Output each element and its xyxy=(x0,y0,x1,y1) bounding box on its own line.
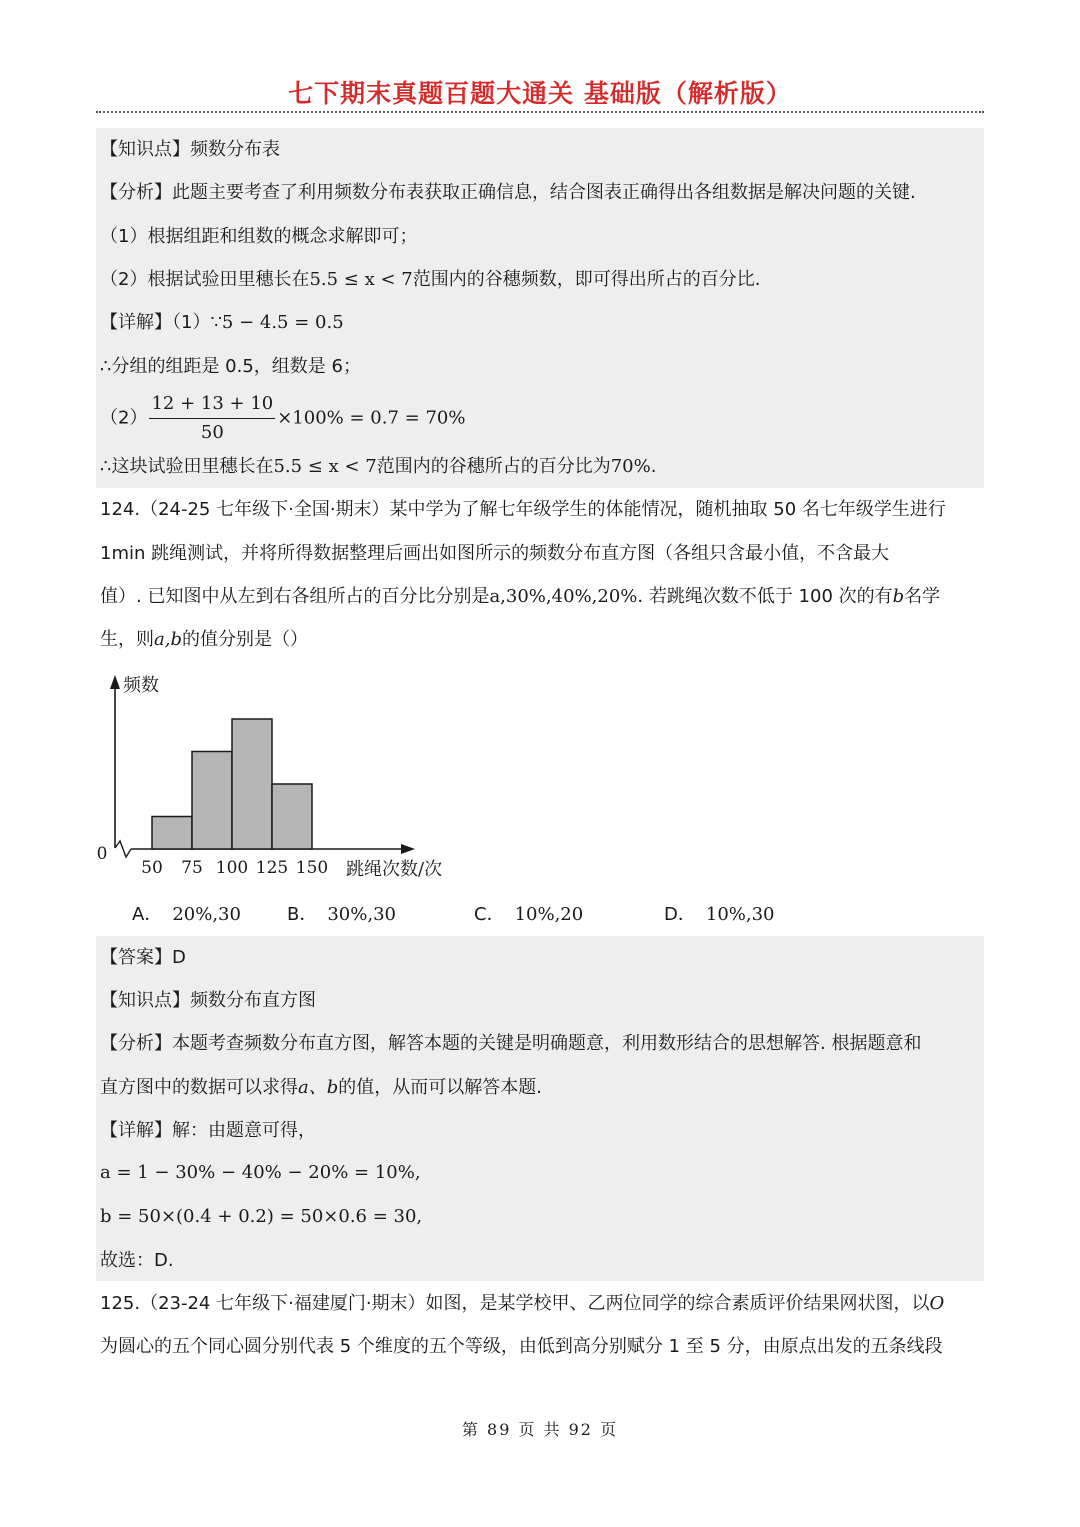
sol123-fraction-line: （2） $\frac{12 + 13 + 10}{50}$ ×100% = 0.7 = 70% xyxy=(100,393,466,443)
histogram-chart xyxy=(90,665,480,890)
sol124-analysis1: 【分析】本题考查频数分布直方图，解答本题的关键是明确题意，利用数形结合的思想解答. 根据题意和 xyxy=(100,1033,922,1054)
sol123-step2: （2）根据试验田里穗长在5.5 ≤ x < 7范围内的谷穗频数，即可得出所占的百分比. xyxy=(100,269,761,290)
sol124-eq2: b = 50×(0.4 + 0.2) = 50×0.6 = 30, xyxy=(100,1206,423,1227)
sol123-final: ∴这块试验田里穗长在5.5 ≤ x < 7范围内的谷穗所占的百分比为70%. xyxy=(100,456,657,477)
y-axis-label: 频数 xyxy=(123,675,159,696)
y-axis-arrow xyxy=(110,675,120,689)
q124-line1: 124.（24-25 七年级下·全国·期末）某中学为了解七年级学生的体能情况，随机抽取 50 名七年级学生进行 xyxy=(100,499,946,520)
header-divider xyxy=(96,111,984,113)
solution-124-box xyxy=(96,936,984,1281)
sol123-detail: 【详解】（1）∵5 − 4.5 = 0.5 xyxy=(100,312,344,333)
origin-label: 0 xyxy=(96,844,108,864)
sol123-step1: （1）根据组距和组数的概念求解即可； xyxy=(100,226,418,247)
histogram-bar-100-125 xyxy=(232,719,272,849)
q124-line4: 生，则a,b的值分别是（） xyxy=(100,629,308,650)
option-c[interactable]: C． 10%,20 xyxy=(474,904,584,925)
axis-break xyxy=(115,841,131,857)
sol124-analysis2: 直方图中的数据可以求得a、b的值，从而可以解答本题. xyxy=(100,1077,542,1098)
x-axis-label: 跳绳次数/次 xyxy=(346,859,443,880)
sol124-knowledge: 【知识点】频数分布直方图 xyxy=(100,990,316,1011)
q124-line2: 1min 跳绳测试，并将所得数据整理后画出如图所示的频数分布直方图（各组只含最小值，不含最大 xyxy=(100,543,890,564)
histogram-bar-75-100 xyxy=(192,752,232,850)
x-tick-label: 75 xyxy=(181,858,203,878)
fraction: $\frac{12 + 13 + 10}{50}$ xyxy=(151,393,274,443)
q125-line1: 125.（23-24 七年级下·福建厦门·期末）如图，是某学校甲、乙两位同学的综合素质评价结果网状图，以O xyxy=(100,1293,945,1314)
histogram-bar-125-150 xyxy=(272,784,312,849)
x-tick-label: 100 xyxy=(215,858,249,878)
x-tick-label: 150 xyxy=(295,858,329,878)
page-footer: 第 89 页 共 92 页 xyxy=(461,1420,619,1439)
sol124-detail: 【详解】解：由题意可得， xyxy=(100,1120,316,1141)
histogram-bar-50-75 xyxy=(152,817,192,850)
option-a[interactable]: A． 20%,30 xyxy=(132,904,241,925)
q125-line2: 为圆心的五个同心圆分别代表 5 个维度的五个等级，由低到高分别赋分 1 至 5 分，由原点出发的五条线段 xyxy=(100,1336,943,1357)
option-d[interactable]: D． 10%,30 xyxy=(664,904,775,925)
sol124-eq1: a = 1 − 30% − 40% − 20% = 10%, xyxy=(100,1162,421,1183)
page-title: 七下期末真题百题大通关 基础版（解析版） xyxy=(288,79,792,108)
x-axis-arrow xyxy=(401,844,415,854)
sol123-analysis: 【分析】此题主要考查了利用频数分布表获取正确信息，结合图表正确得出各组数据是解决问题的关键. xyxy=(100,182,916,203)
q124-line3: 值）. 已知图中从左到右各组所占的百分比分别是a,30%,40%,20%. 若跳绳次数不低于 100 次的有b名学 xyxy=(100,586,941,607)
chart-bars xyxy=(152,719,312,849)
sol124-choice: 故选：D. xyxy=(100,1250,174,1271)
x-tick-label: 125 xyxy=(255,858,289,878)
sol123-conclusion: ∴分组的组距是 0.5，组数是 6； xyxy=(100,356,361,377)
option-b[interactable]: B． 30%,30 xyxy=(287,904,396,925)
x-tick-label: 50 xyxy=(141,858,163,878)
sol124-answer: 【答案】D xyxy=(100,947,186,968)
sol123-knowledge: 【知识点】频数分布表 xyxy=(100,139,280,160)
